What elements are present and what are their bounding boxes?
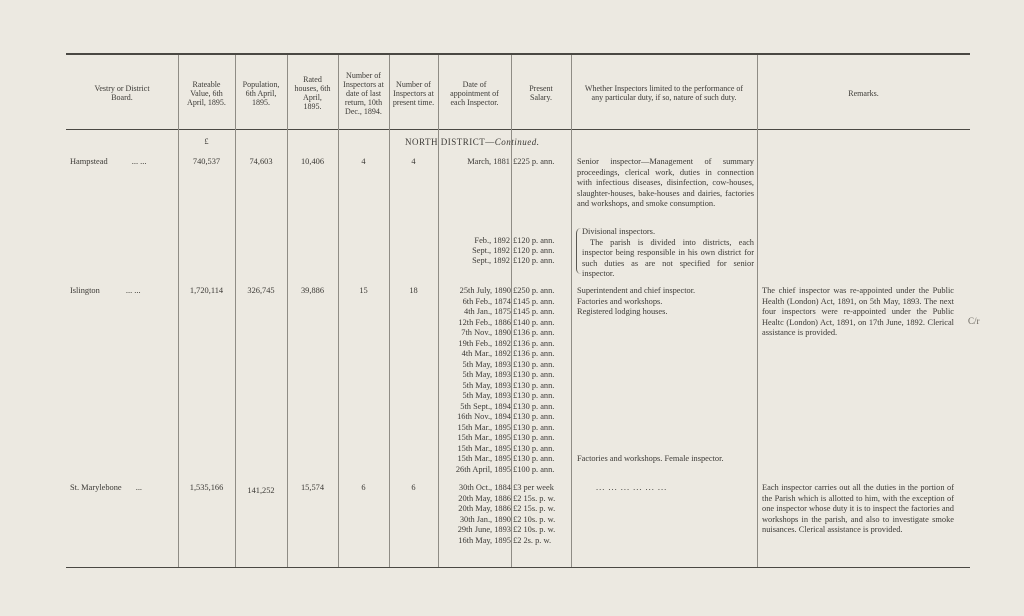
appointment-date: 5th May, 1893: [462, 380, 511, 390]
appointment-date: 6th Feb., 1874: [462, 296, 511, 306]
hampstead-date: March, 1881: [467, 157, 510, 166]
section-title-text: NORTH DISTRICT—: [405, 137, 495, 147]
salary-value: £136 p. ann.: [513, 349, 555, 358]
header-houses: Rated houses, 6th April, 1895.: [294, 75, 331, 111]
appointment-date: 30th Jan., 1890: [459, 514, 511, 524]
hampstead-rateable: 740,537: [192, 157, 221, 166]
hampstead-population: 74,603: [249, 157, 273, 166]
salary-value: £130 p. ann.: [513, 454, 555, 463]
col-divider: [757, 55, 758, 567]
salary-value: £145 p. ann.: [513, 296, 555, 306]
salary-value: £136 p. ann.: [513, 328, 555, 337]
header-population: Population, 6th April, 1895.: [242, 79, 280, 107]
appointment-date: 15th Mar., 1895: [457, 454, 511, 463]
salary-value: £130 p. ann.: [513, 412, 555, 421]
col-divider: [511, 55, 512, 567]
islington-inspectors-last: 15: [359, 286, 368, 295]
currency-symbol: £: [204, 137, 209, 146]
hampstead-salary: £225 p. ann.: [513, 157, 555, 166]
islington-dates: [440, 286, 511, 475]
salary-value: £136 p. ann.: [513, 338, 555, 348]
duty-line: Factories and workshops.: [577, 296, 663, 306]
appointment-date: 7th Nov., 1890: [461, 328, 511, 337]
header-vestry: Vestry or District Board.: [94, 84, 150, 102]
leader-dots: ... ...: [131, 157, 147, 166]
salary-value: £130 p. ann.: [513, 443, 555, 453]
salary-value: £2 10s. p. w.: [513, 525, 556, 534]
islington-name: [70, 286, 141, 297]
salary-value: £130 p. ann.: [513, 401, 555, 411]
marylebone-name: [70, 483, 142, 494]
header-inspectors-present: Number of Inspectors at present time.: [392, 79, 435, 107]
header-rule: [66, 129, 970, 130]
salary-value: £2 15s. p. w.: [513, 504, 556, 513]
salary-value: £130 p. ann.: [513, 380, 555, 390]
marylebone-inspectors-last: 6: [361, 483, 366, 492]
appointment-date: 4th Mar., 1892: [461, 349, 511, 358]
hampstead-inspectors-last: 4: [361, 157, 366, 166]
appointment-date: 15th Mar., 1895: [457, 433, 511, 442]
hampstead-name: [70, 157, 146, 168]
salary-value: £130 p. ann.: [513, 422, 555, 432]
appointment-date: 25th July, 1890: [459, 286, 511, 295]
appointment-date: 12th Feb., 1886: [458, 317, 511, 327]
marylebone-houses: 15,574: [300, 483, 325, 492]
appointment-date: 15th Mar., 1895: [457, 422, 511, 432]
appointment-date: 16th Nov., 1894: [457, 412, 511, 421]
hampstead-date: Sept., 1892: [472, 246, 510, 255]
appointment-date: 5th May, 1893: [462, 391, 511, 400]
marylebone-population: 141,252: [247, 486, 275, 495]
district-name: St. Marylebone: [70, 483, 122, 492]
marylebone-salaries: [513, 483, 555, 546]
appointment-date: 20th May, 1886: [458, 493, 511, 503]
hampstead-salary: £120 p. ann.: [513, 256, 555, 265]
salary-value: £2 15s. p. w.: [513, 493, 556, 503]
salary-value: £250 p. ann.: [513, 286, 555, 295]
islington-inspectors-present: 18: [409, 286, 418, 295]
appointment-date: 20th May, 1886: [458, 504, 511, 513]
header-appointment: Date of appointment of each Inspector.: [450, 79, 499, 107]
hampstead-duty-senior: Senior inspector—Management of summary proceedings, clerical work, duties in connection with infectious diseases, disinfection, cow-houses, slaughter-houses, bake-houses and dairies, factories and workshops, and smoke consumption.: [577, 157, 754, 208]
islington-duties: [577, 286, 695, 318]
district-name: Islington: [70, 286, 100, 295]
leader-dots: ... ...: [125, 286, 141, 295]
appointment-date: 30th Oct., 1884: [458, 483, 511, 492]
section-title: [405, 137, 539, 148]
bottom-rule: [66, 567, 970, 568]
hampstead-duty-divisional: [582, 227, 754, 280]
islington-population: 326,745: [247, 286, 275, 295]
salary-value: £2 10s. p. w.: [513, 514, 556, 524]
marylebone-rateable: 1,535,166: [189, 483, 224, 492]
top-rule: [66, 53, 970, 55]
hampstead-date: Feb., 1892: [474, 236, 510, 245]
appointment-date: 5th Sept., 1894: [460, 401, 511, 411]
salary-value: £130 p. ann.: [513, 359, 555, 369]
hampstead-date: Sept., 1892: [472, 256, 510, 265]
islington-salaries: [513, 286, 554, 475]
appointment-date: 5th May, 1893: [462, 370, 511, 379]
islington-remarks: The chief inspector was re-appointed under the Public Health (London) Act, 1891, on 5th May, 1893. The next four inspectors were re-appointed under the Public Healtc (London) Act, 1891, on 17th June, 1892. Clerical assistance is provided.: [762, 286, 954, 337]
leader-dots: ...: [135, 483, 143, 492]
appointment-date: 15th Mar., 1895: [457, 443, 511, 453]
col-divider: [438, 55, 439, 567]
brace: [576, 228, 581, 274]
marylebone-inspectors-present: 6: [411, 483, 416, 492]
islington-rateable: 1,720,114: [189, 286, 224, 295]
salary-value: £100 p. ann.: [513, 464, 555, 474]
header-remarks: Remarks.: [848, 88, 879, 98]
divisional-lead: Divisional inspectors.: [582, 227, 656, 236]
salary-value: £130 p. ann.: [513, 433, 555, 442]
islington-duty-female: Factories and workshops. Female inspector.: [577, 454, 724, 463]
appointment-date: 16th May, 1895: [458, 535, 511, 545]
salary-value: £130 p. ann.: [513, 370, 555, 379]
header-rateable: Rateable Value, 6th April, 1895.: [187, 79, 226, 107]
marylebone-remarks: Each inspector carries out all the duties in the portion of the Parish which is allotted to him, with the exception of one inspector whose duty it is to inspect the factories and workshops in the parish, and also to investigate smoke nuisances. Clerical assistance is provided.: [762, 483, 954, 534]
appointment-date: 4th Jan., 1875: [464, 307, 511, 316]
district-name: Hampstead: [70, 157, 108, 166]
divisional-text: The parish is divided into districts, each inspector being responsible in his own district for such duties as are not specified for senior inspector.: [582, 237, 754, 278]
marylebone-duty: ... ... ... ... ... ...: [596, 483, 668, 492]
hampstead-salary: £120 p. ann.: [513, 246, 555, 255]
salary-value: £3 per week: [513, 483, 554, 492]
islington-houses: 39,886: [300, 286, 325, 295]
header-salary: Present Salary.: [529, 84, 553, 102]
salary-value: £140 p. ann.: [513, 317, 555, 327]
section-continued: Continued.: [494, 137, 540, 147]
marylebone-dates: [440, 483, 511, 546]
duty-line: Registered lodging houses.: [577, 307, 668, 316]
appointment-date: 29th June, 1893: [457, 525, 511, 534]
salary-value: £130 p. ann.: [513, 391, 555, 400]
appointment-date: 5th May, 1893: [462, 359, 511, 369]
duty-line: Superintendent and chief inspector.: [577, 286, 696, 295]
appointment-date: 26th April, 1895: [455, 464, 511, 474]
header-inspectors-last: Number of Inspectors at date of last return, 10th Dec., 1894.: [343, 70, 384, 116]
appointment-date: 19th Feb., 1892: [458, 338, 511, 348]
margin-mark: C/r: [968, 316, 980, 326]
hampstead-houses: 10,406: [300, 157, 325, 166]
header-limited: Whether Inspectors limited to the performance of any particular duty, if so, nature of such duty.: [584, 84, 744, 102]
salary-value: £145 p. ann.: [513, 307, 555, 316]
hampstead-salary: £120 p. ann.: [513, 236, 555, 245]
salary-value: £2 2s. p. w.: [513, 535, 552, 545]
col-divider: [571, 55, 572, 567]
hampstead-inspectors-present: 4: [411, 157, 416, 166]
